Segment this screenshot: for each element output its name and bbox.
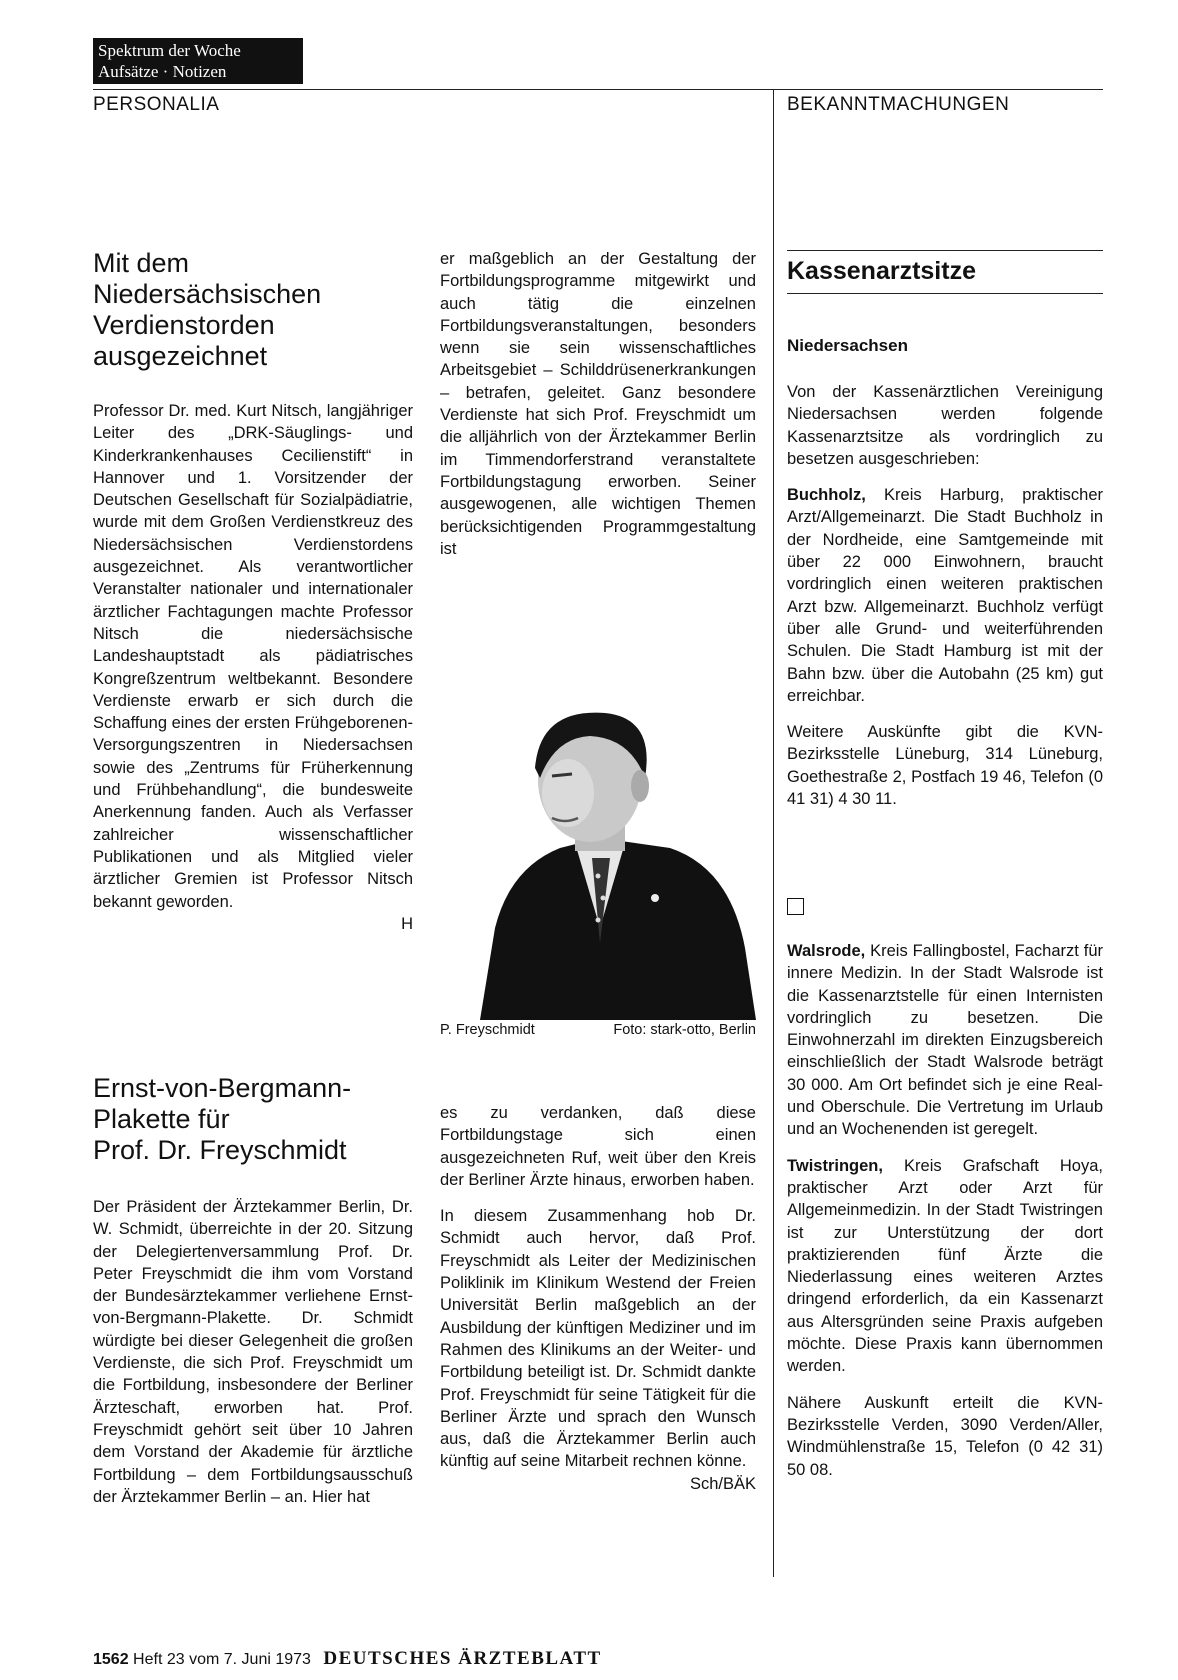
masthead-line-2: Aufsätze · Notizen: [98, 62, 227, 81]
article1-signature: H: [401, 914, 413, 933]
headline-line: Prof. Dr. Freyschmidt: [93, 1135, 347, 1165]
kassen-intro: Von der Kassenärztlichen Vereinigung Niedersachsen werden folgende Kassenarztsitze als vordringlich zu besetzen ausgeschrieben:: [787, 383, 1103, 468]
headline-line: Niedersächsischen: [93, 279, 322, 309]
twistringen-lead: Twistringen,: [787, 1156, 883, 1175]
headline-line: Ernst-von-Bergmann-: [93, 1073, 352, 1103]
headline-line: Plakette für: [93, 1104, 230, 1134]
article2-continuation-p2: In diesem Zusammenhang hob Dr. Schmidt auch hervor, daß Prof. Freyschmidt als Leiter der Medizinischen Poliklinik im Klinikum Westend der Freien Universität Berlin maßgeblich an der Ausbildung der künftigen Mediziner und im Rahmen des Klinikums an der Weiter- und Fortbildung beteiligt ist. Dr. Schmidt dankte Prof. Freyschmidt für seine Tätigkeit für die Berliner Ärzte und sprach den Wunsch aus, daß die Ärztekammer Berlin auch künftig auf seine Mitarbeit rechnen könne.: [440, 1207, 756, 1471]
article1-headline: [93, 248, 413, 372]
buchholz-text: Kreis Harburg, praktischer Arzt/Allgemeinarzt. Die Stadt Buchholz in der Nordheide, eine Samtgemeinde mit über 22 000 Einwohnern, braucht vordringlich einen weiteren praktischen Arzt bzw. Allgemeinarzt. Buchholz verfügt über alle Grund- und weiterführenden Schulen. Die Stadt Hamburg ist mit der Bahn bzw. über die Autobahn (25 km) gut erreichbar.: [787, 486, 1103, 705]
kassen-region: Niedersachsen: [787, 336, 908, 355]
article2-signature: Sch/BÄK: [689, 1474, 756, 1493]
page-number: 1562: [93, 1651, 129, 1668]
kassen-rule-bottom: [787, 293, 1103, 294]
footer: [93, 1648, 602, 1670]
issue-info: Heft 23 vom 7. Juni 1973: [133, 1651, 311, 1668]
kassen-title: Kassenarztsitze: [787, 257, 976, 285]
article2-continuation-bottom: [440, 1102, 756, 1495]
section-label-personalia: PERSONALIA: [93, 94, 220, 115]
article1-text: Professor Dr. med. Kurt Nitsch, langjähriger Leiter des „DRK-Säuglings- und Kinderkrankenhauses Cecilienstift“ in Hannover und 1. Vorsitzender der Deutschen Gesellschaft für Sozialpädiatrie, wurde mit dem Großen Verdienstkreuz des Niedersächsischen Verdienstordens ausgezeichnet. Als verantwortlicher Veranstalter nationaler und internationaler ärztlicher Fachtagungen machte Professor Nitsch die niedersächsische Landeshauptstadt als pädiatrisches Kongreßzentrum weltbekannt. Besondere Verdienste erwarb er sich durch die Schaffung eines der ersten Frühgeborenen-Versorgungszentren in Niedersachsen sowie des „Zentrums für Früherkennung und Frühbehandlung“, die bundesweite Anerkennung fanden. Auch als Verfasser zahlreicher wissenschaftlicher Publikationen und als Mitglied vieler ärztlicher Gremien ist Professor Nitsch bekannt geworden.: [93, 402, 413, 911]
article2-continuation-top: [440, 248, 756, 560]
article2-text: Der Präsident der Ärztekammer Berlin, Dr. W. Schmidt, überreichte in der 20. Sitzung der Delegiertenversammlung Prof. Dr. Peter Freyschmidt die ihm vom Vorstand der Bundesärztekammer verliehene Ernst-von-Bergmann-Plakette. Dr. Schmidt würdigte bei dieser Gelegenheit die großen Verdienste, die sich Prof. Freyschmidt um die Fortbildung, insbesondere der Berliner Ärzteschaft, erworben hat. Prof. Freyschmidt gehört seit über 10 Jahren dem Vorstand der Akademie für ärztliche Fortbildung – dem Fortbildungsausschuß der Ärztekammer Berlin – an. Hier hat: [93, 1198, 413, 1506]
kassen-body-bottom: [787, 940, 1103, 1481]
kassen-rule-top: [787, 250, 1103, 251]
walsrode-text: Kreis Fallingbostel, Facharzt für innere Medizin. In der Stadt Walsrode ist die Kassenarztstelle für einen Internisten vordringlich zu besetzen. Die Einwohnerzahl im direkten Einzugsbereich einschließlich der Stadt Walsrode beträgt 30 000. Am Ort befindet sich je eine Real- und Oberschule. Die Vertretung im Urlaub und an Wochenenden ist geregelt.: [787, 942, 1103, 1139]
caption-credit: Foto: stark-otto, Berlin: [613, 1022, 756, 1038]
article1-body: [93, 400, 413, 935]
caption-name: P. Freyschmidt: [440, 1022, 535, 1038]
twistringen-text: Kreis Grafschaft Hoya, praktischer Arzt oder Arzt für Allgemeinmedizin. In der Stadt Twistringen ist zur Unterstützung der dort praktizierenden fünf Ärzte die Niederlassung eines weiteren Arztes dringend erforderlich, da ein Kassenarzt aus Altersgründen seine Praxis aufgeben möchte. Diese Praxis kann übernommen werden.: [787, 1156, 1103, 1376]
headline-line: ausgezeichnet: [93, 341, 268, 371]
kassen-twistringen-contact: Nähere Auskunft erteilt die KVN-Bezirksstelle Verden, 3090 Verden/Aller, Windmühlenstraße 15, Telefon (0 42 31) 50 08.: [787, 1393, 1103, 1479]
kassen-buchholz: [787, 484, 1103, 707]
article2-continuation-p1: es zu verdanken, daß diese Fortbildungstage sich einen ausgezeichneten Ruf, weit über den Kreis der Berliner Ärzte hinaus, erworben haben.: [440, 1104, 756, 1189]
kassen-body-top: [787, 381, 1103, 810]
kassen-twistringen: [787, 1155, 1103, 1378]
masthead-line-1: Spektrum der Woche: [98, 41, 241, 60]
article2-body: [93, 1196, 413, 1508]
section-label-bekanntmachungen: BEKANNTMACHUNGEN: [787, 94, 1010, 115]
buchholz-lead: Buchholz,: [787, 486, 866, 505]
top-rule: [93, 89, 1103, 90]
headline-line: Verdienstorden: [93, 310, 275, 340]
separator-box-symbol: [787, 898, 804, 915]
masthead: [93, 38, 303, 84]
walsrode-lead: Walsrode,: [787, 942, 866, 960]
kassen-buchholz-contact: Weitere Auskünfte gibt die KVN-Bezirksstelle Lüneburg, 314 Lüneburg, Goethestraße 2, Postfach 19 46, Telefon (0 41 31) 4 30 11.: [787, 723, 1103, 809]
portrait-photo: [440, 698, 756, 1020]
journal-name: DEUTSCHES ÄRZTEBLATT: [323, 1648, 602, 1669]
portrait-image: [440, 698, 756, 1020]
article2-headline: [93, 1073, 423, 1166]
headline-line: Mit dem: [93, 248, 190, 278]
kassen-walsrode: [787, 940, 1103, 1141]
photo-caption: [440, 1022, 756, 1038]
article2-continuation-text: er maßgeblich an der Gestaltung der Fortbildungsprogramme mitgewirkt und auch tätig die einzelnen Fortbildungsveranstaltungen, besonders wenn sie sein wissenschaftliches Arbeitsgebiet – Schilddrüsenerkrankungen – betrafen, geleitet. Ganz besondere Verdienste hat sich Prof. Freyschmidt um die alljährlich von der Ärztekammer Berlin im Timmendorferstrand veranstaltete Fortbildungstagung erworben. Seiner ausgewogenen, alle wichtigen Themen berücksichtigenden Programmgestaltung ist: [440, 250, 756, 558]
column-divider: [773, 89, 774, 1577]
